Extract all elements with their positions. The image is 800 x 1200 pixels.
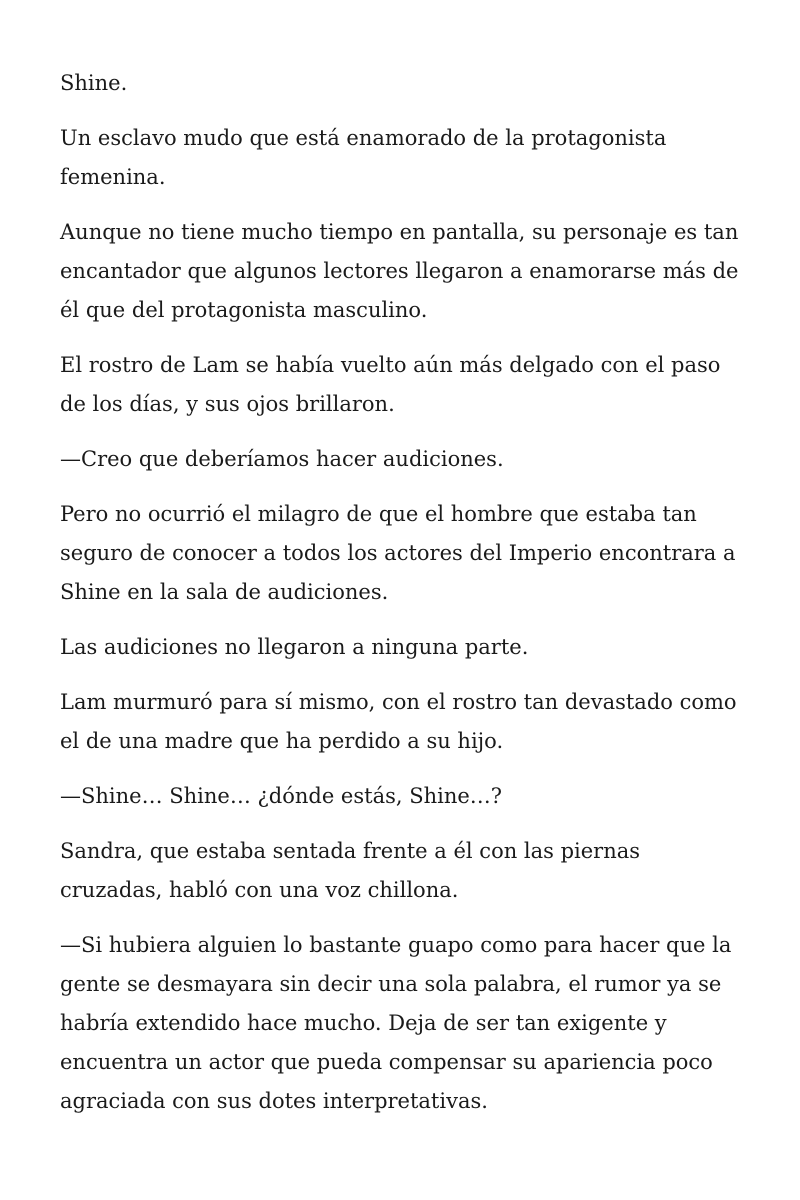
dialogue-paragraph: —Si hubiera alguien lo bastante guapo como para hacer que la gente se desmayara sin decir una sola palabra, el rumor ya se habría extendido hace mucho. Deja de ser tan exigente y encuentra un actor que pueda compensar su apariencia poco agraciada con sus dotes interpretativas. <box>60 933 732 1113</box>
paragraph: Un esclavo mudo que está enamorado de la protagonista femenina. <box>60 126 667 189</box>
paragraph: Shine. <box>60 71 128 95</box>
paragraph: Sandra, que estaba sentada frente a él con las piernas cruzadas, habló con una voz chillona. <box>60 839 641 902</box>
paragraph: Las audiciones no llegaron a ninguna parte. <box>60 635 529 659</box>
paragraph: Aunque no tiene mucho tiempo en pantalla, su personaje es tan encantador que algunos lectores llegaron a enamorarse más de él que del protagonista masculino. <box>60 220 739 322</box>
paragraph: Lam murmuró para sí mismo, con el rostro tan devastado como el de una madre que ha perdido a su hijo. <box>60 690 737 753</box>
paragraph: El rostro de Lam se había vuelto aún más delgado con el paso de los días, y sus ojos brillaron. <box>60 353 721 416</box>
dialogue-paragraph: —Creo que deberíamos hacer audiciones. <box>60 447 504 471</box>
dialogue-paragraph: —Shine… Shine… ¿dónde estás, Shine…? <box>60 784 503 808</box>
paragraph: Pero no ocurrió el milagro de que el hombre que estaba tan seguro de conocer a todos los actores del Imperio encontrara a Shine en la sala de audiciones. <box>60 502 736 604</box>
